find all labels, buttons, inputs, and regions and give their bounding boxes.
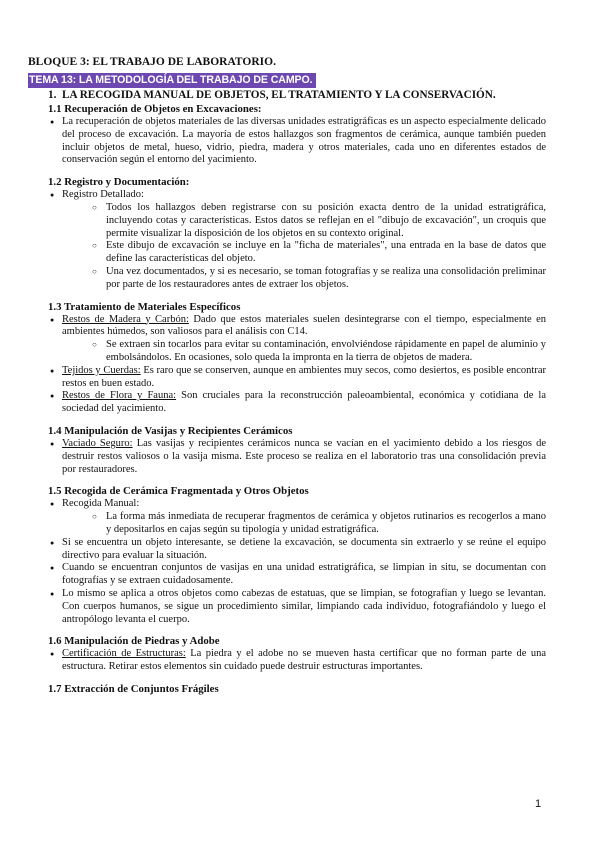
list-item	[28, 390, 546, 416]
term-text: Es raro que se conserven, aunque en ambientes muy secos, como desiertos, es posible encontrar restos en buen estado.	[62, 364, 546, 389]
list-item	[28, 648, 546, 674]
sublist-item: ○ Este dibujo de excavación se incluye en la "ficha de materiales", una entrada en la base de datos que define las características del objeto.	[86, 240, 546, 266]
section-title: LA RECOGIDA MANUAL DE OBJETOS, EL TRATAMIENTO Y LA CONSERVACIÓN.	[62, 89, 496, 101]
list-item-text: Recogida Manual:	[62, 498, 140, 510]
term-label: Certificación de Estructuras:	[62, 648, 186, 660]
sublist-item: ○ La forma más inmediata de recuperar fragmentos de cerámica y objetos rutinarios es recogerlos a mano y depositarlos en cajas según su tipología y unidad estratigráfica.	[86, 511, 546, 537]
subsection-1-3-list	[28, 314, 546, 416]
topic-title-highlight: TEMA 13: LA METODOLOGÍA DEL TRABAJO DE CAMPO.	[28, 73, 316, 88]
list-item	[28, 314, 546, 365]
list-item-text: Registro Detallado:	[62, 189, 144, 201]
sublist-item: ○ Una vez documentados, y si es necesario, se toman fotografías y se realiza una consolidación preliminar por parte de los restauradores antes de extraer los objetos.	[86, 266, 546, 292]
sublist	[86, 339, 546, 365]
list-item: ● Lo mismo se aplica a otros objetos como cabezas de estatuas, que se limpian, se fotografían y luego se levantan. Con cuerpos humanos, se sigue un procedimiento similar, limpiando cada individuo, fotografiándolo y luego el antropólogo levanta el cuerpo.	[28, 588, 546, 626]
list-item: ● La recuperación de objetos materiales de las diversas unidades estratigráficas es un aspecto especialmente delicado del proceso de excavación. La mayoría de estos hallazgos son fragmentos de cerámica, aunque también pueden incluir objetos de metal, hueso, vidrio, piedra, madera y otros materiales, cada uno en diferentes estados de conservación según el entorno del yacimiento.	[28, 116, 546, 167]
sublist	[86, 202, 546, 292]
page-number: 1	[535, 798, 542, 810]
term-text: Dado que estos materiales suelen desintegrarse con el tiempo, especialmente en ambientes húmedos, son valiosos para el análisis con C14.	[62, 313, 547, 338]
list-item	[28, 365, 546, 391]
subsection-1-1-list	[28, 116, 546, 167]
subsection-1-6-title: 1.6 Manipulación de Piedras y Adobe	[48, 635, 220, 648]
term-text: La piedra y el adobe no se mueven hasta certificar que no forman parte de una estructura. Retirar estos elementos sin cuidado puede destruir estructuras importantes.	[62, 648, 547, 673]
subsection-1-4-title: 1.4 Manipulación de Vasijas y Recipientes Cerámicos	[48, 424, 293, 437]
subsection-1-5-list	[28, 498, 546, 626]
term-label: Tejidos y Cuerdas:	[62, 364, 141, 376]
section-heading	[48, 88, 546, 102]
subsection-1-4-list	[28, 438, 546, 476]
term-label: Vaciado Seguro:	[62, 437, 133, 449]
subsection-1-1-title: 1.1 Recuperación de Objetos en Excavaciones:	[48, 103, 262, 115]
list-item: ● Si se encuentra un objeto interesante, se detiene la excavación, se documenta sin extraerlo y se reúne el equipo directivo para evaluar la situación.	[28, 537, 546, 563]
section-number: 1.	[48, 89, 57, 101]
term-label: Restos de Madera y Carbón:	[62, 313, 189, 325]
term-label: Restos de Flora y Fauna:	[62, 390, 177, 402]
block-title: BLOQUE 3: EL TRABAJO DE LABORATORIO.	[28, 56, 276, 68]
sublist-item: ○ Todos los hallazgos deben registrarse con su posición exacta dentro de la unidad estratigráfica, incluyendo cotas y características. Estos datos se reflejan en el "dibujo de excavación", un croquis que permite visualizar la disposición de los objetos en su contexto original.	[86, 202, 546, 240]
subsection-1-3-title: 1.3 Tratamiento de Materiales Específicos	[48, 300, 241, 313]
subsection-1-7-title: 1.7 Extracción de Conjuntos Frágiles	[48, 682, 219, 695]
sublist	[86, 511, 546, 537]
list-item: ● Cuando se encuentran conjuntos de vasijas en una unidad estratigráfica, se limpian in situ, se documentan con fotografías y se extraen cuidadosamente.	[28, 562, 546, 588]
sublist-item: ○ Se extraen sin tocarlos para evitar su contaminación, envolviéndose rápidamente en papel de aluminio y embolsándolos. En ocasiones, solo queda la impronta en la tierra de objetos de madera.	[86, 339, 546, 365]
term-text: Las vasijas y recipientes cerámicos nunca se vacían en el yacimiento debido a los riesgos de destruir restos valiosos o la vasija misma. Este proceso se realiza en el laboratorio tras una consolidación previa por restauradores.	[62, 437, 547, 475]
term-text: Son cruciales para la reconstrucción paleoambiental, económica y cotidiana de la sociedad del yacimiento.	[62, 390, 547, 415]
list-item	[28, 438, 546, 476]
subsection-1-5-title: 1.5 Recogida de Cerámica Fragmentada y Otros Objetos	[48, 485, 309, 498]
subsection-1-2-title: 1.2 Registro y Documentación:	[48, 176, 190, 189]
subsection-1-6-list	[28, 648, 546, 674]
list-item	[28, 189, 546, 291]
subsection-1-2-list	[28, 189, 546, 291]
document-page	[28, 55, 546, 696]
list-item	[28, 498, 546, 536]
